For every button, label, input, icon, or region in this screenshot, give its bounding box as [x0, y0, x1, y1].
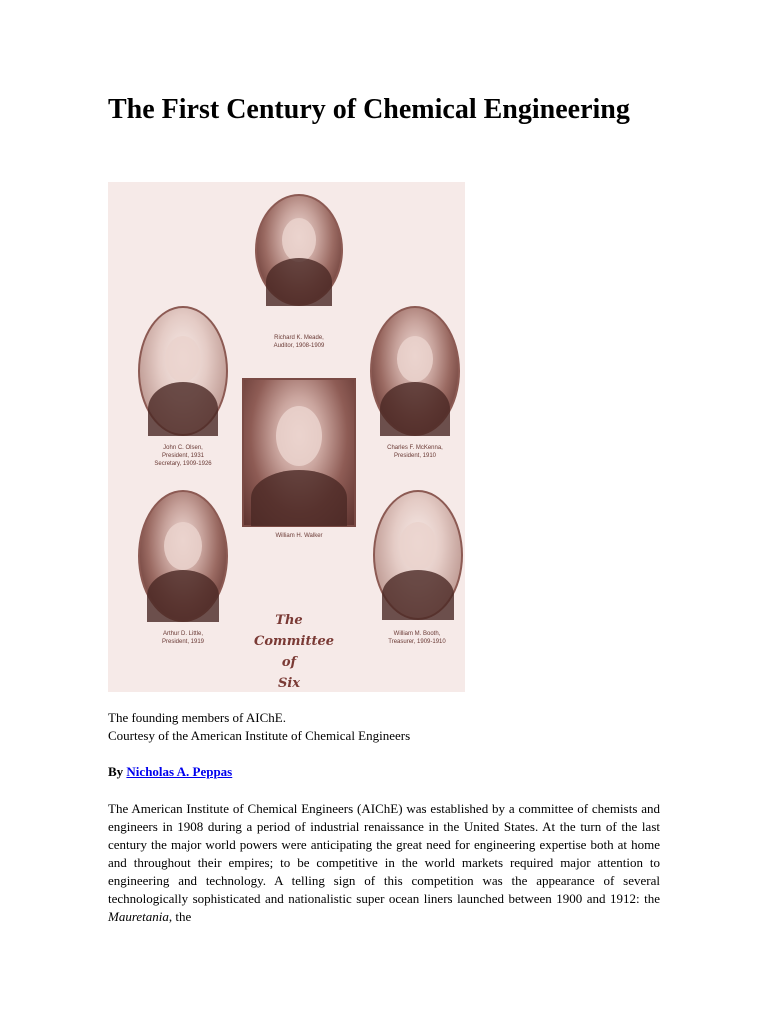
- caption-mckenna: Charles F. McKenna, President, 1910: [387, 445, 443, 459]
- figure-caption: [108, 709, 668, 745]
- byline: [108, 764, 232, 780]
- caption-olsen: John C. Olsen, President, 1931 Secretary, 1909-1926: [154, 445, 212, 467]
- caption-booth: William M. Booth, Treasurer, 1909-1910: [388, 631, 446, 645]
- committee-photo: [108, 182, 465, 692]
- caption-line-1: The founding members of AIChE.: [108, 710, 286, 725]
- ship-name: Mauretania: [108, 909, 169, 924]
- committee-script-title: The Committee of Six: [254, 613, 335, 691]
- portrait-mckenna: [370, 306, 460, 436]
- article-title: The First Century of Chemical Engineering: [108, 94, 630, 125]
- portrait-walker: [242, 378, 356, 527]
- byline-prefix: By: [108, 764, 124, 779]
- caption-meade: Richard K. Meade, Auditor, 1908-1909: [273, 335, 325, 349]
- portrait-booth: [373, 490, 463, 620]
- portrait-olsen: [138, 306, 228, 436]
- caption-line-2: Courtesy of the American Institute of Chemical Engineers: [108, 728, 411, 743]
- portrait-meade: [255, 194, 343, 306]
- caption-walker: William H. Walker: [275, 533, 323, 539]
- caption-little: Arthur D. Little, President, 1919: [161, 631, 205, 645]
- portrait-little: [138, 490, 228, 622]
- article-paragraph: The American Institute of Chemical Engineers (AIChE) was established by a committee of chemists and engineers in 1908 during a period of industrial renaissance in the United States. At the turn of the last century the major world powers were anticipating the great need for engineering expertise both at home and throughout their empires; to be competitive in the world markets required major attention to engineering and technology. A telling sign of this competition was the appearance of several technologically sophisticated and nationalistic super ocean liners launched between 1900 and 1912: the Mauretania, the: [108, 801, 660, 924]
- author-link[interactable]: Nicholas A. Peppas: [126, 764, 233, 779]
